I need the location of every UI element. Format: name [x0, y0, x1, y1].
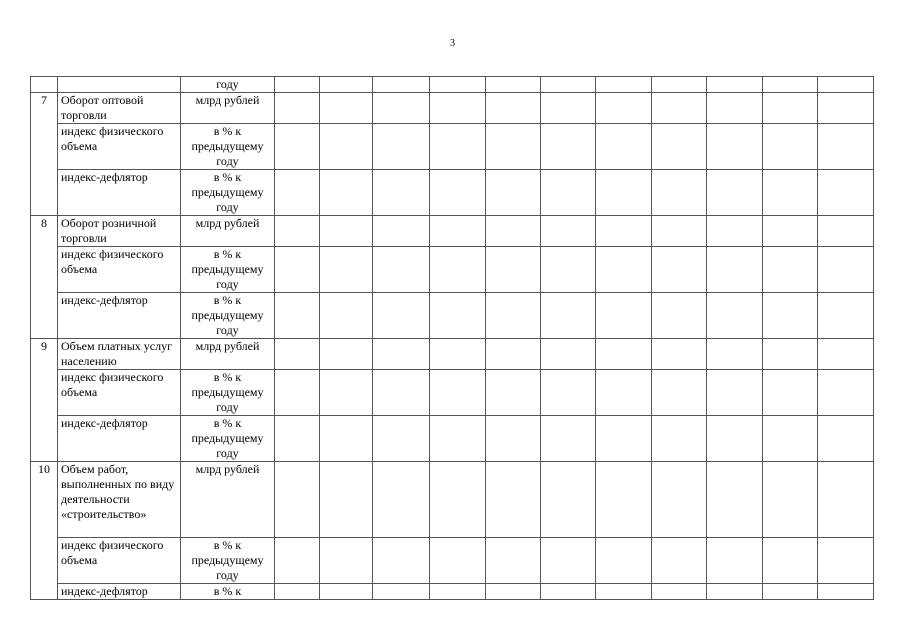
value-cell[interactable]	[596, 247, 652, 293]
table-row	[31, 584, 874, 600]
indicator-name-cell: индекс-дефлятор	[58, 293, 181, 339]
value-cell[interactable]	[430, 584, 486, 600]
table-row	[31, 370, 874, 416]
value-cell[interactable]	[763, 170, 818, 216]
indicator-name-cell: индекс-дефлятор	[58, 170, 181, 216]
unit-text: году	[216, 77, 239, 91]
table-row	[31, 293, 874, 339]
value-cell[interactable]	[818, 293, 874, 339]
value-cell[interactable]	[275, 293, 320, 339]
table-body	[31, 77, 874, 600]
value-cell[interactable]	[486, 93, 541, 124]
value-cell[interactable]	[707, 462, 763, 538]
value-cell[interactable]	[373, 538, 430, 584]
value-cell[interactable]	[275, 416, 320, 462]
value-cell[interactable]	[596, 77, 652, 93]
value-cell[interactable]	[541, 93, 596, 124]
value-cell[interactable]	[763, 124, 818, 170]
value-cell[interactable]	[275, 339, 320, 370]
value-cell[interactable]	[486, 216, 541, 247]
value-cell[interactable]	[541, 170, 596, 216]
value-cell[interactable]	[275, 93, 320, 124]
value-cell[interactable]	[373, 339, 430, 370]
value-cell[interactable]	[373, 370, 430, 416]
row-number-cell: 10	[31, 462, 58, 600]
value-cell[interactable]	[373, 416, 430, 462]
unit-cell: в % к предыдущему году	[181, 416, 275, 462]
value-cell[interactable]	[818, 416, 874, 462]
value-cell[interactable]	[430, 247, 486, 293]
forecast-indicators-table	[30, 76, 874, 600]
value-cell[interactable]	[652, 584, 707, 600]
value-cell[interactable]	[320, 462, 373, 538]
value-cell[interactable]	[541, 124, 596, 170]
value-cell[interactable]	[652, 247, 707, 293]
page-number: 3	[450, 38, 455, 49]
value-cell[interactable]	[707, 124, 763, 170]
value-cell[interactable]	[430, 216, 486, 247]
indicator-name-cell: индекс физического объема	[58, 370, 181, 416]
value-cell[interactable]	[320, 77, 373, 93]
indicator-name-cell: Объем платных услуг населению	[58, 339, 181, 370]
indicator-name-cell: индекс-дефлятор	[58, 584, 181, 600]
value-cell[interactable]	[541, 538, 596, 584]
table-row	[31, 339, 874, 370]
value-cell[interactable]	[373, 77, 430, 93]
value-cell[interactable]	[486, 584, 541, 600]
value-cell[interactable]	[652, 293, 707, 339]
value-cell[interactable]	[763, 462, 818, 538]
value-cell[interactable]	[541, 370, 596, 416]
value-cell[interactable]	[430, 93, 486, 124]
value-cell[interactable]	[320, 339, 373, 370]
value-cell[interactable]	[763, 584, 818, 600]
value-cell[interactable]	[707, 584, 763, 600]
unit-cell: в % к предыдущему году	[181, 170, 275, 216]
indicator-name-cell: Оборот розничной торговли	[58, 216, 181, 247]
value-cell[interactable]	[763, 538, 818, 584]
value-cell[interactable]	[652, 216, 707, 247]
value-cell[interactable]	[652, 77, 707, 93]
value-cell[interactable]	[652, 124, 707, 170]
value-cell[interactable]	[275, 124, 320, 170]
value-cell[interactable]	[486, 370, 541, 416]
row-number-cell: 8	[31, 216, 58, 339]
value-cell[interactable]	[707, 538, 763, 584]
value-cell[interactable]	[275, 77, 320, 93]
table-row	[31, 170, 874, 216]
unit-cell: млрд рублей	[181, 216, 275, 247]
value-cell[interactable]	[763, 293, 818, 339]
value-cell[interactable]	[430, 77, 486, 93]
value-cell[interactable]	[430, 416, 486, 462]
value-cell[interactable]	[430, 462, 486, 538]
value-cell[interactable]	[818, 247, 874, 293]
indicator-name-cell: индекс физического объема	[58, 124, 181, 170]
value-cell[interactable]	[763, 247, 818, 293]
value-cell[interactable]	[818, 170, 874, 216]
table-row	[31, 77, 874, 93]
value-cell[interactable]	[320, 170, 373, 216]
value-cell[interactable]	[818, 584, 874, 600]
value-cell[interactable]	[596, 339, 652, 370]
unit-cell: млрд рублей	[181, 462, 275, 538]
value-cell[interactable]	[652, 93, 707, 124]
value-cell[interactable]	[541, 584, 596, 600]
unit-cell: в % к предыдущему году	[181, 538, 275, 584]
value-cell[interactable]	[652, 416, 707, 462]
value-cell[interactable]	[652, 462, 707, 538]
value-cell[interactable]	[596, 370, 652, 416]
indicator-name-cell: индекс физического объема	[58, 247, 181, 293]
value-cell[interactable]	[541, 293, 596, 339]
value-cell[interactable]	[373, 293, 430, 339]
value-cell[interactable]	[818, 93, 874, 124]
value-cell[interactable]	[275, 584, 320, 600]
unit-cell: в % к предыдущему году	[181, 124, 275, 170]
value-cell[interactable]	[596, 584, 652, 600]
unit-cell: в % к	[181, 584, 275, 600]
value-cell[interactable]	[652, 538, 707, 584]
value-cell[interactable]	[707, 77, 763, 93]
value-cell[interactable]	[707, 339, 763, 370]
value-cell[interactable]	[596, 124, 652, 170]
value-cell[interactable]	[373, 247, 430, 293]
value-cell[interactable]	[275, 462, 320, 538]
value-cell[interactable]	[373, 462, 430, 538]
unit-cell: млрд рублей	[181, 93, 275, 124]
value-cell[interactable]	[707, 293, 763, 339]
value-cell[interactable]	[486, 170, 541, 216]
value-cell[interactable]	[596, 462, 652, 538]
value-cell[interactable]	[763, 77, 818, 93]
value-cell[interactable]	[763, 216, 818, 247]
row-number-cell: 9	[31, 339, 58, 462]
value-cell[interactable]	[486, 124, 541, 170]
table-row	[31, 124, 874, 170]
value-cell[interactable]	[486, 416, 541, 462]
value-cell[interactable]	[486, 462, 541, 538]
unit-cell	[181, 77, 275, 93]
value-cell[interactable]	[818, 339, 874, 370]
value-cell[interactable]	[818, 538, 874, 584]
value-cell[interactable]	[707, 370, 763, 416]
value-cell[interactable]	[596, 416, 652, 462]
value-cell[interactable]	[541, 462, 596, 538]
value-cell[interactable]	[541, 216, 596, 247]
indicator-name-cell	[58, 77, 181, 93]
value-cell[interactable]	[275, 247, 320, 293]
row-number-cell	[31, 77, 58, 93]
value-cell[interactable]	[818, 77, 874, 93]
value-cell[interactable]	[707, 93, 763, 124]
value-cell[interactable]	[541, 247, 596, 293]
table-row	[31, 462, 874, 538]
value-cell[interactable]	[275, 170, 320, 216]
value-cell[interactable]	[596, 538, 652, 584]
value-cell[interactable]	[652, 170, 707, 216]
value-cell[interactable]	[818, 216, 874, 247]
value-cell[interactable]	[707, 416, 763, 462]
value-cell[interactable]	[596, 93, 652, 124]
value-cell[interactable]	[541, 416, 596, 462]
value-cell[interactable]	[320, 124, 373, 170]
value-cell[interactable]	[320, 416, 373, 462]
value-cell[interactable]	[596, 170, 652, 216]
value-cell[interactable]	[707, 216, 763, 247]
indicator-name-cell: индекс-дефлятор	[58, 416, 181, 462]
indicator-name-cell: Объем работ, выполненных по виду деятельности «строительство»	[58, 462, 181, 538]
value-cell[interactable]	[763, 93, 818, 124]
value-cell[interactable]	[373, 124, 430, 170]
value-cell[interactable]	[430, 339, 486, 370]
unit-cell: млрд рублей	[181, 339, 275, 370]
value-cell[interactable]	[596, 216, 652, 247]
value-cell[interactable]	[541, 77, 596, 93]
value-cell[interactable]	[320, 538, 373, 584]
table-row	[31, 216, 874, 247]
value-cell[interactable]	[486, 538, 541, 584]
value-cell[interactable]	[652, 339, 707, 370]
value-cell[interactable]	[818, 124, 874, 170]
value-cell[interactable]	[486, 247, 541, 293]
indicator-name-cell: индекс физического объема	[58, 538, 181, 584]
value-cell[interactable]	[486, 339, 541, 370]
indicator-name-cell: Оборот оптовой торговли	[58, 93, 181, 124]
value-cell[interactable]	[652, 370, 707, 416]
value-cell[interactable]	[763, 370, 818, 416]
table-row	[31, 538, 874, 584]
value-cell[interactable]	[320, 247, 373, 293]
value-cell[interactable]	[763, 339, 818, 370]
value-cell[interactable]	[320, 293, 373, 339]
value-cell[interactable]	[430, 293, 486, 339]
table-row	[31, 247, 874, 293]
value-cell[interactable]	[320, 370, 373, 416]
value-cell[interactable]	[430, 170, 486, 216]
value-cell[interactable]	[818, 370, 874, 416]
value-cell[interactable]	[763, 416, 818, 462]
value-cell[interactable]	[373, 93, 430, 124]
value-cell[interactable]	[320, 584, 373, 600]
value-cell[interactable]	[707, 247, 763, 293]
row-number-cell: 7	[31, 93, 58, 216]
value-cell[interactable]	[430, 124, 486, 170]
value-cell[interactable]	[373, 170, 430, 216]
value-cell[interactable]	[596, 293, 652, 339]
value-cell[interactable]	[320, 216, 373, 247]
value-cell[interactable]	[275, 216, 320, 247]
unit-cell: в % к предыдущему году	[181, 370, 275, 416]
value-cell[interactable]	[818, 462, 874, 538]
value-cell[interactable]	[373, 584, 430, 600]
value-cell[interactable]	[430, 370, 486, 416]
value-cell[interactable]	[275, 370, 320, 416]
value-cell[interactable]	[486, 293, 541, 339]
value-cell[interactable]	[541, 339, 596, 370]
value-cell[interactable]	[320, 93, 373, 124]
unit-cell: в % к предыдущему году	[181, 293, 275, 339]
value-cell[interactable]	[486, 77, 541, 93]
value-cell[interactable]	[373, 216, 430, 247]
value-cell[interactable]	[275, 538, 320, 584]
table-row	[31, 93, 874, 124]
value-cell[interactable]	[430, 538, 486, 584]
value-cell[interactable]	[707, 170, 763, 216]
table-row	[31, 416, 874, 462]
unit-cell: в % к предыдущему году	[181, 247, 275, 293]
